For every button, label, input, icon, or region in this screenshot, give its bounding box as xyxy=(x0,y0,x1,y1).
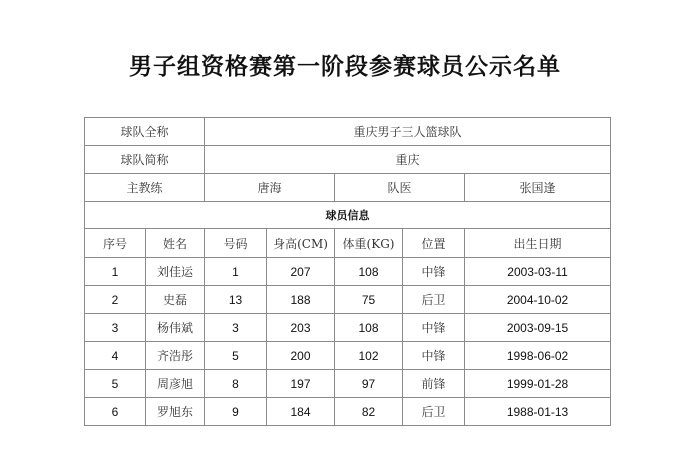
number-cell: 8 xyxy=(205,370,267,398)
birthdate-cell: 2003-03-11 xyxy=(465,258,611,286)
position-cell: 前锋 xyxy=(403,370,465,398)
table-row xyxy=(85,314,611,342)
weight-cell: 82 xyxy=(335,398,403,426)
table-row xyxy=(85,342,611,370)
number-cell: 13 xyxy=(205,286,267,314)
player-section-row xyxy=(85,202,611,229)
number-cell: 1 xyxy=(205,258,267,286)
coach-label: 主教练 xyxy=(85,174,205,202)
name-cell: 齐浩彤 xyxy=(146,342,205,370)
table-row xyxy=(85,286,611,314)
position-cell: 中锋 xyxy=(403,258,465,286)
doctor-value: 张国逢 xyxy=(465,174,611,202)
position-cell: 中锋 xyxy=(403,342,465,370)
height-cell: 203 xyxy=(267,314,335,342)
height-cell: 197 xyxy=(267,370,335,398)
number-cell: 5 xyxy=(205,342,267,370)
name-cell: 杨伟斌 xyxy=(146,314,205,342)
seq-cell: 5 xyxy=(85,370,146,398)
seq-cell: 2 xyxy=(85,286,146,314)
seq-cell: 4 xyxy=(85,342,146,370)
name-cell: 周彦旭 xyxy=(146,370,205,398)
weight-cell: 102 xyxy=(335,342,403,370)
weight-cell: 108 xyxy=(335,258,403,286)
team-full-name-row xyxy=(85,118,611,146)
birthdate-cell: 1988-01-13 xyxy=(465,398,611,426)
position-cell: 后卫 xyxy=(403,286,465,314)
player-header-row xyxy=(85,229,611,258)
height-cell: 200 xyxy=(267,342,335,370)
table-row xyxy=(85,398,611,426)
table-row xyxy=(85,258,611,286)
header-cell: 位置 xyxy=(403,229,465,258)
team-full-name-value: 重庆男子三人篮球队 xyxy=(205,118,611,146)
number-cell: 3 xyxy=(205,314,267,342)
weight-cell: 75 xyxy=(335,286,403,314)
seq-cell: 6 xyxy=(85,398,146,426)
header-cell: 号码 xyxy=(205,229,267,258)
coach-value: 唐海 xyxy=(205,174,335,202)
team-short-name-value: 重庆 xyxy=(205,146,611,174)
birthdate-cell: 2003-09-15 xyxy=(465,314,611,342)
height-cell: 184 xyxy=(267,398,335,426)
doctor-label: 队医 xyxy=(335,174,465,202)
birthdate-cell: 1998-06-02 xyxy=(465,342,611,370)
header-cell: 姓名 xyxy=(146,229,205,258)
table-row xyxy=(85,370,611,398)
birthdate-cell: 1999-01-28 xyxy=(465,370,611,398)
seq-cell: 3 xyxy=(85,314,146,342)
number-cell: 9 xyxy=(205,398,267,426)
weight-cell: 108 xyxy=(335,314,403,342)
seq-cell: 1 xyxy=(85,258,146,286)
staff-row xyxy=(85,174,611,202)
header-cell: 序号 xyxy=(85,229,146,258)
position-cell: 后卫 xyxy=(403,398,465,426)
name-cell: 史磊 xyxy=(146,286,205,314)
team-short-name-label: 球队简称 xyxy=(85,146,205,174)
team-short-name-row xyxy=(85,146,611,174)
document-title: 男子组资格赛第一阶段参赛球员公示名单 xyxy=(129,53,561,80)
name-cell: 罗旭东 xyxy=(146,398,205,426)
height-cell: 207 xyxy=(267,258,335,286)
header-cell: 身高(CM) xyxy=(267,229,335,258)
height-cell: 188 xyxy=(267,286,335,314)
player-roster-table xyxy=(84,117,611,426)
weight-cell: 97 xyxy=(335,370,403,398)
team-full-name-label: 球队全称 xyxy=(85,118,205,146)
birthdate-cell: 2004-10-02 xyxy=(465,286,611,314)
position-cell: 中锋 xyxy=(403,314,465,342)
player-section-title: 球员信息 xyxy=(85,202,611,229)
name-cell: 刘佳运 xyxy=(146,258,205,286)
header-cell: 出生日期 xyxy=(465,229,611,258)
header-cell: 体重(KG) xyxy=(335,229,403,258)
